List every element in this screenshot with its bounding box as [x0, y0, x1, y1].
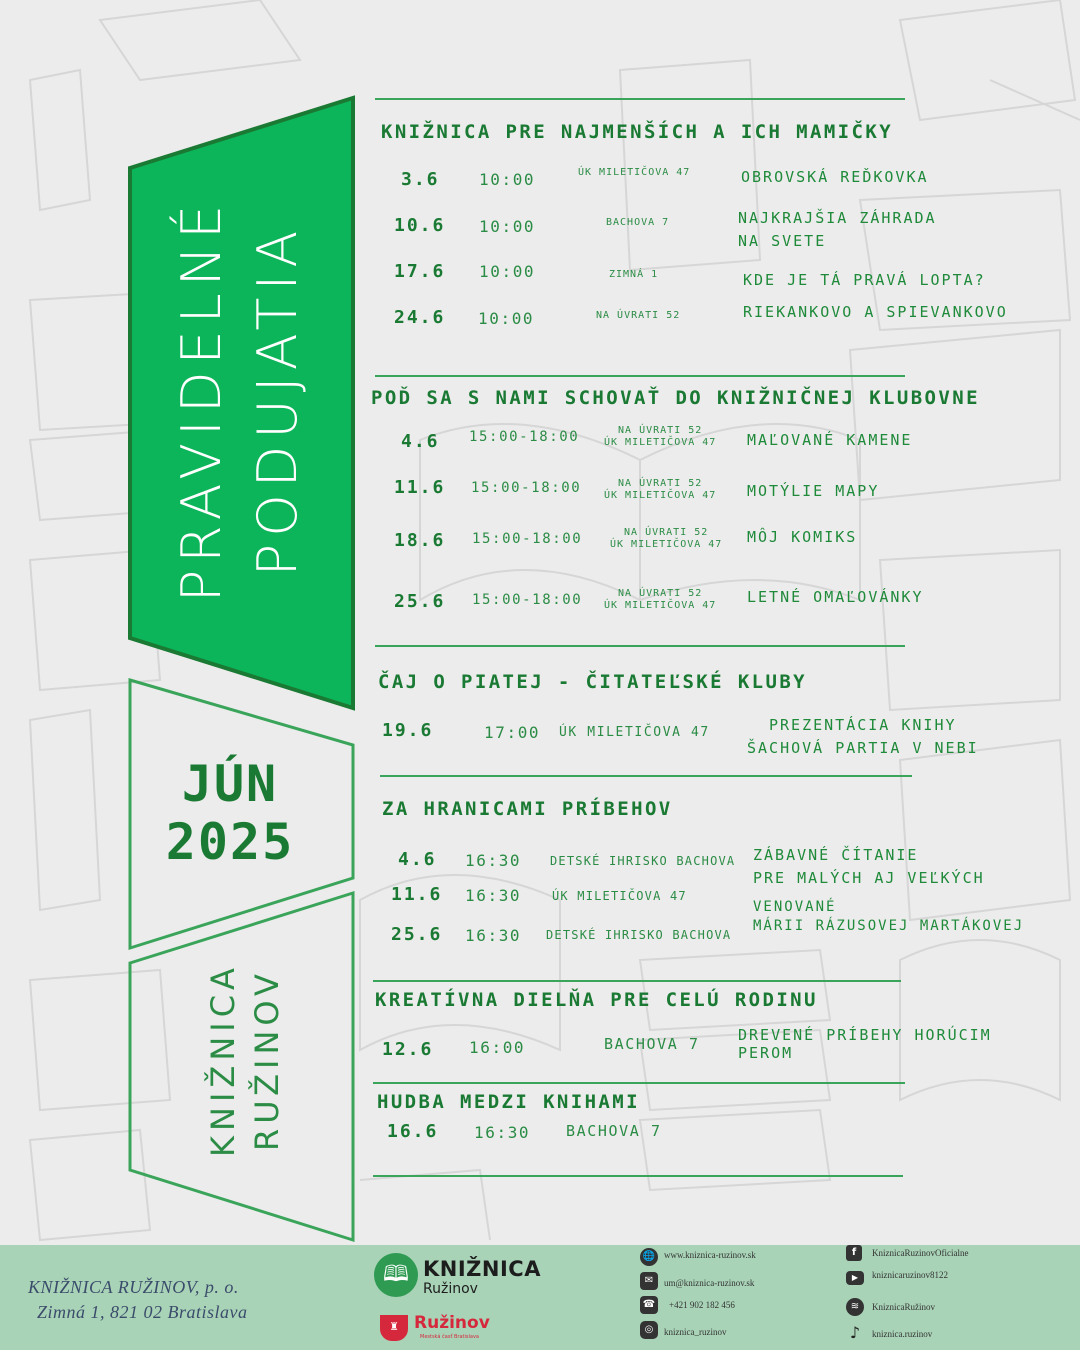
event-time: 15:00-18:00	[472, 531, 583, 547]
spotify-icon: ≋	[846, 1298, 864, 1316]
event-location: ÚK MILETIČOVA 47	[559, 725, 710, 740]
coat-of-arms-icon: ♜	[380, 1315, 408, 1341]
event-name-line: PREZENTÁCIA KNIHY	[769, 716, 957, 734]
footer-org-address: Zimná 1, 821 02 Bratislava	[37, 1302, 248, 1322]
section-title: ZA HRANICAMI PRÍBEHOV	[382, 798, 673, 820]
tiktok-link[interactable]: kniznica.ruzinov	[872, 1329, 933, 1339]
event-location-line: NA ÚVRATI 52	[618, 478, 703, 489]
event-date: 12.6	[382, 1039, 434, 1060]
event-location-line: ÚK MILETIČOVA 47	[604, 490, 717, 501]
globe-icon: 🌐	[640, 1248, 658, 1266]
event-name: OBROVSKÁ REĎKOVKA	[741, 168, 929, 186]
event-location: ÚK MILETIČOVA 47	[552, 889, 687, 903]
divider	[373, 1082, 905, 1084]
youtube-icon: ▶	[846, 1271, 864, 1285]
divider	[375, 98, 905, 100]
instagram-icon: ◎	[640, 1321, 658, 1339]
event-name: LETNÉ OMAĽOVÁNKY	[747, 588, 924, 606]
banner-title-line1: PRAVIDELNÉ	[170, 197, 233, 603]
event-date: 17.6	[394, 261, 446, 282]
footer-org-name: KNIŽNICA RUŽINOV, p. o.	[28, 1277, 239, 1297]
event-time: 17:00	[484, 723, 541, 742]
event-location	[604, 588, 716, 612]
event-location-line: NA ÚVRATI 52	[618, 588, 703, 599]
description-line: ZÁBAVNÉ ČÍTANIE	[753, 846, 919, 864]
event-name: KDE JE TÁ PRAVÁ LOPTA?	[743, 271, 986, 289]
facebook-link[interactable]: KniznicaRuzinovOficialne	[872, 1248, 969, 1258]
event-name-line: NA SVETE	[738, 232, 827, 250]
event-name-line: ŠACHOVÁ PARTIA V NEBI	[747, 739, 979, 757]
event-location-line: ÚK MILETIČOVA 47	[604, 437, 717, 448]
library-line1: KNIŽNICA	[204, 963, 242, 1157]
event-location-line: ÚK MILETIČOVA 47	[604, 600, 717, 611]
divider	[380, 775, 912, 777]
event-location-line: NA ÚVRATI 52	[618, 425, 703, 436]
divider	[373, 980, 901, 982]
event-date: 11.6	[391, 884, 443, 905]
event-name: MOTÝLIE MAPY	[747, 482, 880, 500]
event-name: MAĽOVANÉ KAMENE	[747, 431, 913, 449]
divider	[373, 1175, 903, 1177]
event-name: RIEKANKOVO A SPIEVANKOVO	[743, 303, 1008, 321]
event-date: 4.6	[398, 849, 437, 870]
book-icon: 🕮	[374, 1253, 418, 1297]
event-location	[604, 478, 716, 502]
section-title: HUDBA MEDZI KNIHAMI	[377, 1091, 640, 1113]
footer-org	[28, 1275, 248, 1325]
event-location	[610, 527, 722, 551]
event-location: DETSKÉ IHRISKO BACHOVA	[550, 854, 736, 868]
event-date: 25.6	[391, 924, 443, 945]
section-title: POĎ SA S NAMI SCHOVAŤ DO KNIŽNIČNEJ KLUBOVNE	[371, 387, 980, 409]
youtube-link[interactable]: kniznicaruzinov8122	[872, 1270, 948, 1280]
phone-icon: ☎	[640, 1296, 658, 1314]
event-time: 16:30	[474, 1123, 531, 1142]
event-date: 18.6	[394, 530, 446, 551]
month-label: JÚN	[181, 755, 279, 813]
library-line2: RUŽINOV	[248, 969, 286, 1151]
event-time: 16:30	[465, 886, 522, 905]
event-time: 10:00	[479, 217, 536, 236]
banner-month	[130, 755, 330, 871]
event-time: 10:00	[479, 170, 536, 189]
event-time: 15:00-18:00	[469, 429, 580, 445]
event-date: 25.6	[394, 591, 446, 612]
event-location: ZIMNÁ 1	[609, 269, 659, 280]
event-name: MÔJ KOMIKS	[747, 528, 858, 546]
footer	[0, 1245, 1080, 1350]
ruzinov-logo-text: Ružinov	[414, 1313, 490, 1333]
event-location: NA ÚVRATI 52	[596, 310, 681, 321]
event-location: BACHOVA 7	[606, 217, 670, 228]
event-name	[738, 207, 937, 253]
instagram-link[interactable]: kniznica_ruzinov	[664, 1327, 727, 1337]
event-location: DETSKÉ IHRISKO BACHOVA	[546, 928, 732, 942]
email-link[interactable]: um@kniznica-ruzinov.sk	[664, 1278, 755, 1288]
divider	[375, 645, 905, 647]
kniznica-logo[interactable]	[374, 1253, 541, 1299]
event-date: 11.6	[394, 477, 446, 498]
website-link[interactable]: www.kniznica-ruzinov.sk	[664, 1250, 756, 1260]
banner-title-line2: PODUJATIA	[246, 223, 309, 577]
event-date: 10.6	[394, 215, 446, 236]
event-name-line: DREVENÉ PRÍBEHY HORÚCIM	[738, 1026, 992, 1044]
phone-number[interactable]: +421 902 182 456	[669, 1300, 735, 1310]
event-time: 15:00-18:00	[471, 480, 582, 496]
event-date: 16.6	[387, 1121, 439, 1142]
event-location-line: NA ÚVRATI 52	[624, 527, 709, 538]
event-location: ÚK MILETIČOVA 47	[578, 167, 691, 178]
event-name-line: NAJKRAJŠIA ZÁHRADA	[738, 209, 937, 227]
event-time: 10:00	[478, 309, 535, 328]
event-time: 16:30	[465, 926, 522, 945]
event-name	[747, 714, 979, 760]
event-location	[604, 425, 716, 449]
event-date: 3.6	[401, 169, 440, 190]
event-description	[753, 844, 1024, 938]
event-date: 24.6	[394, 307, 446, 328]
mail-icon: ✉	[640, 1272, 658, 1290]
event-name	[738, 1026, 992, 1062]
spotify-link[interactable]: KniznicaRužinov	[872, 1302, 935, 1312]
event-location: BACHOVA 7	[604, 1035, 700, 1053]
event-date: 4.6	[401, 431, 440, 452]
ruzinov-logo-sub: Mestská časť Bratislava	[420, 1334, 479, 1340]
event-location-line: ÚK MILETIČOVA 47	[610, 539, 723, 550]
event-date: 19.6	[382, 720, 434, 741]
description-line: MÁRII RÁZUSOVEJ MARTÁKOVEJ	[753, 918, 1025, 934]
logo-main-text: KNIŽNICA	[423, 1257, 541, 1281]
description-line: VENOVANÉ	[753, 899, 837, 915]
event-time: 10:00	[479, 262, 536, 281]
event-name-line: PEROM	[738, 1044, 794, 1062]
facebook-icon: f	[846, 1245, 862, 1261]
description-line: PRE MALÝCH AJ VEĽKÝCH	[753, 869, 985, 887]
event-time: 16:00	[469, 1038, 526, 1057]
tiktok-icon: ♪	[849, 1323, 861, 1342]
section-title: KREATÍVNA DIELŇA PRE CELÚ RODINU	[375, 989, 818, 1011]
event-location: BACHOVA 7	[566, 1122, 662, 1140]
section-title: ČAJ O PIATEJ - ČITATEĽSKÉ KLUBY	[378, 671, 808, 693]
event-time: 16:30	[465, 851, 522, 870]
event-time: 15:00-18:00	[472, 592, 583, 608]
section-title: KNIŽNICA PRE NAJMENŠÍCH A ICH MAMIČKY	[381, 121, 894, 143]
divider	[375, 375, 905, 377]
year-label: 2025	[165, 813, 295, 871]
logo-sub-text: Ružinov	[423, 1281, 478, 1297]
ruzinov-logo[interactable]	[380, 1313, 530, 1345]
